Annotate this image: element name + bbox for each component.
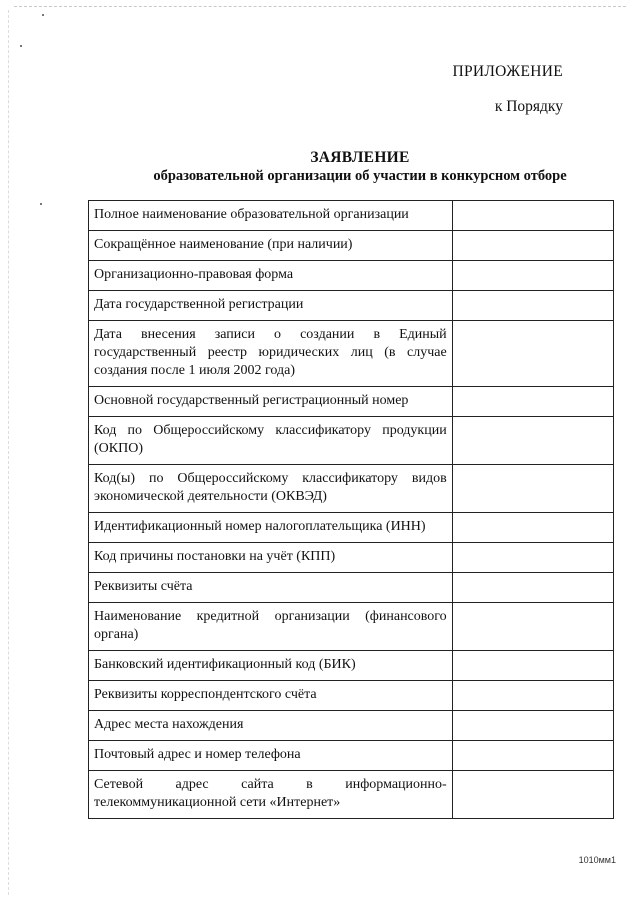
- field-label: Адрес места нахождения: [89, 711, 453, 741]
- field-label: Организационно-правовая форма: [89, 261, 453, 291]
- field-value[interactable]: [452, 651, 613, 681]
- field-value[interactable]: [452, 543, 613, 573]
- form-row: [89, 771, 614, 819]
- field-label: Дата внесения записи о создании в Единый государственный реестр юридических лиц (в случае создания после 1 июля 2002 года): [89, 321, 453, 387]
- field-value[interactable]: [452, 573, 613, 603]
- form-row: [89, 417, 614, 465]
- application-form-table: [88, 200, 614, 819]
- appendix-label: ПРИЛОЖЕНИЕ: [452, 63, 563, 80]
- field-value[interactable]: [452, 465, 613, 513]
- field-label: Банковский идентификационный код (БИК): [89, 651, 453, 681]
- field-value[interactable]: [452, 321, 613, 387]
- field-label: Полное наименование образовательной организации: [89, 201, 453, 231]
- form-row: [89, 543, 614, 573]
- scan-speck: [40, 203, 42, 205]
- field-value[interactable]: [452, 201, 613, 231]
- field-value[interactable]: [452, 711, 613, 741]
- field-value[interactable]: [452, 291, 613, 321]
- field-label: Почтовый адрес и номер телефона: [89, 741, 453, 771]
- field-label: Код причины постановки на учёт (КПП): [89, 543, 453, 573]
- appendix-header: [452, 62, 563, 117]
- form-row: [89, 573, 614, 603]
- form-row: [89, 465, 614, 513]
- document-subtitle: образовательной организации об участии в конкурсном отборе: [153, 168, 567, 184]
- field-label: Код по Общероссийскому классификатору продукции (ОКПО): [89, 417, 453, 465]
- field-label: Идентификационный номер налогоплательщика (ИНН): [89, 513, 453, 543]
- field-label: Код(ы) по Общероссийскому классификатору видов экономической деятельности (ОКВЭД): [89, 465, 453, 513]
- form-row: [89, 291, 614, 321]
- field-label: Основной государственный регистрационный номер: [89, 387, 453, 417]
- field-value[interactable]: [452, 603, 613, 651]
- scan-edge-left: [8, 10, 9, 895]
- field-label: Наименование кредитной организации (финансового органа): [89, 603, 453, 651]
- document-title-block: [140, 148, 580, 186]
- document-code: 1010мм1: [578, 855, 616, 865]
- form-row: [89, 387, 614, 417]
- field-value[interactable]: [452, 261, 613, 291]
- field-label: Дата государственной регистрации: [89, 291, 453, 321]
- field-value[interactable]: [452, 387, 613, 417]
- scan-speck: [20, 45, 22, 47]
- field-value[interactable]: [452, 513, 613, 543]
- form-row: [89, 201, 614, 231]
- form-row: [89, 681, 614, 711]
- field-label: Реквизиты счёта: [89, 573, 453, 603]
- form-row: [89, 321, 614, 387]
- field-label: Сокращённое наименование (при наличии): [89, 231, 453, 261]
- field-value[interactable]: [452, 741, 613, 771]
- appendix-reference: к Порядку: [494, 98, 563, 115]
- document-title: ЗАЯВЛЕНИЕ: [310, 149, 410, 166]
- form-row: [89, 651, 614, 681]
- form-row: [89, 603, 614, 651]
- scan-edge-top: [14, 6, 626, 7]
- scan-speck: [42, 14, 44, 16]
- field-value[interactable]: [452, 231, 613, 261]
- field-value[interactable]: [452, 681, 613, 711]
- form-row: [89, 261, 614, 291]
- field-value[interactable]: [452, 417, 613, 465]
- field-label: Сетевой адрес сайта в информационно-телекоммуникационной сети «Интернет»: [89, 771, 453, 819]
- field-label: Реквизиты корреспондентского счёта: [89, 681, 453, 711]
- form-row: [89, 741, 614, 771]
- field-value[interactable]: [452, 771, 613, 819]
- form-row: [89, 711, 614, 741]
- form-row: [89, 231, 614, 261]
- form-row: [89, 513, 614, 543]
